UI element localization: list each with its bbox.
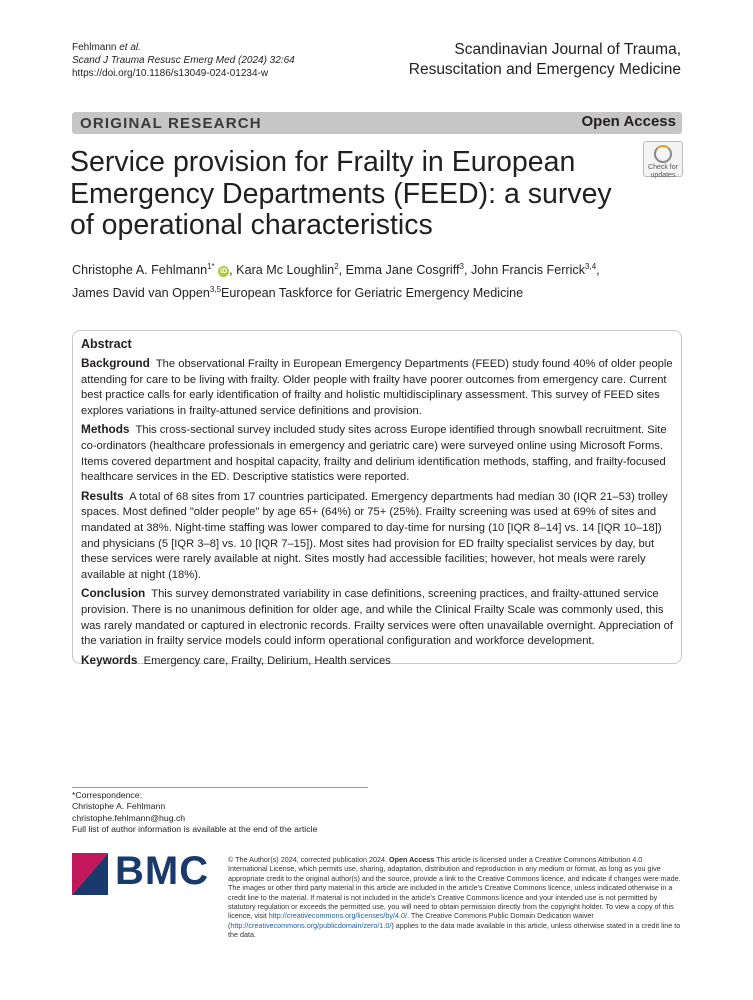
author-3[interactable]: , Emma Jane Cosgriff xyxy=(338,263,460,278)
bmc-logo-icon xyxy=(72,853,108,895)
journal-line-1: Scandinavian Journal of Trauma, xyxy=(454,41,681,58)
abstract-background xyxy=(81,356,673,419)
correspondence-note: Full list of author information is available at the end of the article xyxy=(72,823,318,834)
bmc-logo-text: BMC xyxy=(115,849,210,893)
author-3-affil: 3 xyxy=(459,262,464,271)
results-text: A total of 68 sites from 17 countries participated. Emergency departments had median 30 (IQR 21–53) trolley spaces. Most defined "older people" by age 65+ (64%) or 75+ (25%). Frailty screening was used at 69% of sites and mandated at 38%. Night-time staffing was lower compared to day-time for nursing (10 [IQR 8–14] vs. 14 [IQR 10–18]) and physicians (5 [IQR 3–8] vs. 10 [IQR 7–15]). Most sites had provision for ED frailty specialist services by day, but these services were rarely available at night. Sites mostly had accessible facilities; however, hot meals were rarely available at night (18%). xyxy=(81,490,668,581)
check-updates-line2: updates xyxy=(650,172,676,179)
license-part3: . The Creative Commons Public Domain Dedication waiver ( xyxy=(228,911,594,930)
abstract-box xyxy=(72,330,682,667)
background-text: The observational Frailty in European Emergency Departments (FEED) study found 40% of older people attending for care to be living with frailty. Older people with frailty have poorer outcomes from emergency care. Current best practice calls for early identification of frailty and holistic multidisciplinary assessment. This survey of FEED sites explores variations in frailty-attuned service definitions and provision. xyxy=(81,358,673,417)
article-type: ORIGINAL RESEARCH xyxy=(80,115,262,132)
author-group[interactable]: European Taskforce for Geriatric Emergency Medicine xyxy=(221,286,524,301)
footnote-divider xyxy=(72,787,368,788)
author-2[interactable]: , Kara Mc Loughlin xyxy=(229,263,335,278)
open-access-label: Open Access xyxy=(581,113,676,130)
check-updates-line1: Check for xyxy=(648,164,678,171)
conclusion-text: This survey demonstrated variability in case definitions, screening practices, and frailty-attuned service provision. There is no unanimous definition for older age, and while the Clinical Frailty Scale was commonly used, this was rarely mandated or captured in electronic records. Frailty services were often unavailable overnight. Appreciation of the variation in frailty service models could inform operational configuration and workforce development. xyxy=(81,588,673,648)
orcid-icon[interactable]: iD xyxy=(220,268,228,276)
background-label: Background xyxy=(81,356,150,370)
methods-text: This cross-sectional survey included study sites across Europe identified through snowball recruitment. Site co-ordinators (healthcare professionals in emergency and geriatric care) were surveyed online using Microsoft Forms. Items covered department and hospital capacity, frailty and delirium identification methods, staffing, and frailty-focused healthcare services in the ED. Descriptive statistics were reported. xyxy=(81,424,667,484)
check-updates-icon xyxy=(654,145,672,163)
license-part4: ) applies to the data made available in this article, unless otherwise stated in a credit line to the data. xyxy=(228,920,681,940)
header-doi[interactable]: https://doi.org/10.1186/s13049-024-01234-w xyxy=(72,68,269,79)
conclusion-label: Conclusion xyxy=(81,586,146,601)
keywords-text: Emergency care, Frailty, Delirium, Health services xyxy=(143,654,391,667)
author-6-affil: 3,5 xyxy=(209,285,222,295)
abstract-methods xyxy=(81,422,673,485)
article-title: Service provision for Frailty in European Emergency Departments (FEED): a survey of operational characteristics xyxy=(70,146,612,241)
check-for-updates-badge[interactable] xyxy=(643,141,683,177)
author-6[interactable]: James David van Oppen xyxy=(72,286,210,301)
license-part1: © The Author(s) 2024, corrected publication 2024. xyxy=(228,855,387,864)
license-part2: This article is licensed under a Creative Commons Attribution 4.0 International License, which permits use, sharing, adaptation, distribution and reproduction in any medium or format, as long as you give appropriate credit to the original author(s) and the source, provide a link to the Creative Commons licence, and indicate if changes were made. The images or other third party material in this article are included in the article's Creative Commons licence, unless indicated otherwise in a credit line to the material. If material is not included in the article's Creative Commons licence and your intended use is not permitted by statutory regulation or exceeds the permitted use, you will need to obtain permission directly from the copyright holder. To view a copy of this licence, visit xyxy=(228,855,681,921)
header-etal: et al. xyxy=(119,42,141,53)
abstract-results xyxy=(81,489,673,584)
author-list xyxy=(72,257,682,303)
author-4[interactable]: , John Francis Ferrick xyxy=(463,263,586,278)
abstract-conclusion xyxy=(81,586,673,649)
license-link-zero[interactable]: http://creativecommons.org/publicdomain/zero/1.0/ xyxy=(230,920,392,930)
running-header xyxy=(72,41,295,80)
correspondence-block xyxy=(72,790,317,835)
header-citation: Scand J Trauma Resusc Emerg Med (2024) 32:64 xyxy=(72,55,295,66)
article-type-banner xyxy=(72,112,682,134)
abstract-heading: Abstract xyxy=(81,337,132,351)
author-1[interactable]: Christophe A. Fehlmann xyxy=(72,263,208,278)
keywords-label: Keywords xyxy=(81,652,138,667)
license-text xyxy=(228,855,683,940)
author-2-affil: 2 xyxy=(334,262,339,271)
correspondence-email[interactable]: christophe.fehlmann@hug.ch xyxy=(72,812,186,823)
abstract-keywords xyxy=(81,653,673,670)
license-oa: Open Access xyxy=(389,855,435,864)
bmc-logo xyxy=(72,849,210,895)
correspondence-name: Christophe A. Fehlmann xyxy=(72,801,166,812)
journal-name xyxy=(351,40,681,80)
results-label: Results xyxy=(81,488,124,503)
license-link-by[interactable]: http://creativecommons.org/licenses/by/4.0/ xyxy=(268,911,407,921)
correspondence-label: *Correspondence: xyxy=(72,790,143,800)
author-1-affil: 1* xyxy=(207,262,215,271)
journal-line-2: Resuscitation and Emergency Medicine xyxy=(408,61,681,78)
author-4-affil: 3,4 xyxy=(585,262,597,271)
header-author: Fehlmann xyxy=(72,42,117,53)
methods-label: Methods xyxy=(81,422,130,437)
author-sep: , xyxy=(596,263,600,278)
